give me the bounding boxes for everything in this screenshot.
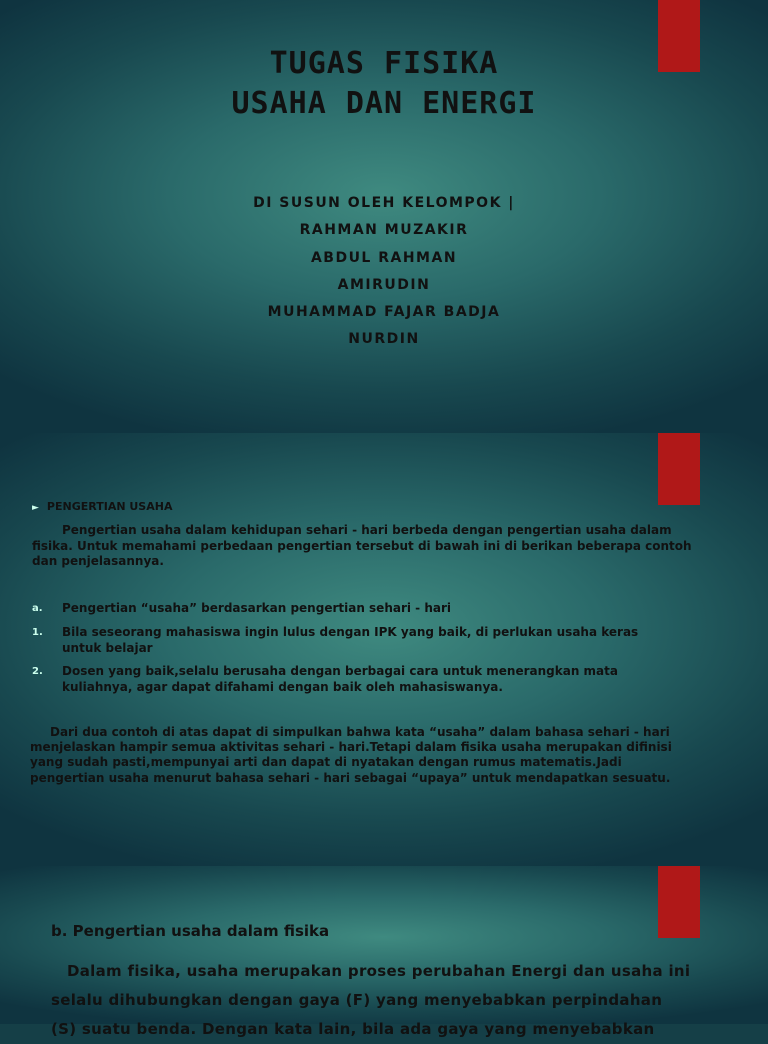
intro-paragraph: Pengertian usaha dalam kehidupan sehari - hari berbeda dengan pengertian usaha dalam fisika. Untuk memahami perbedaan pengertian tersebut di bawah ini di berikan beberapa contoh dan penjelasannya.: [32, 523, 692, 569]
list-marker: a.: [32, 603, 43, 614]
list-marker: 2.: [32, 666, 43, 677]
section-heading: b. Pengertian usaha dalam fisika: [51, 922, 330, 940]
author-line: MUHAMMAD FAJAR BADJA: [267, 304, 501, 321]
body-paragraph: Dalam fisika, usaha merupakan proses perubahan Energi dan usaha ini selalu dihubungkan dengan gaya (F) yang menyebabkan perpindahan (S) suatu benda. Dengan kata lain, bila ada gaya yang menyebabkan: [51, 962, 691, 1038]
triangle-bullet-icon: ►: [32, 503, 39, 513]
slide-title-heading: [0, 44, 768, 124]
section-heading: [32, 500, 172, 513]
slide-title: [0, 0, 768, 433]
author-line: NURDIN: [348, 331, 420, 348]
slide-usaha-fisika: [0, 866, 768, 1038]
author-list: [0, 190, 768, 354]
title-line-1: TUGAS FISIKA: [269, 46, 499, 81]
author-line: ABDUL RAHMAN: [310, 249, 458, 266]
slide-pengertian-usaha: [0, 433, 768, 866]
author-line: AMIRUDIN: [337, 276, 431, 293]
accent-bar: [658, 866, 700, 938]
list-item: [32, 625, 672, 656]
section-heading-text: PENGERTIAN USAHA: [46, 500, 173, 513]
list-text: Bila seseorang mahasiswa ingin lulus dengan IPK yang baik, di perlukan usaha keras untuk belajar: [62, 625, 639, 655]
list-text: Pengertian “usaha” berdasarkan pengertian sehari - hari: [62, 601, 452, 615]
title-line-2: USAHA DAN ENERGI: [231, 86, 537, 121]
author-line: RAHMAN MUZAKIR: [299, 222, 469, 239]
list-text: Dosen yang baik,selalu berusaha dengan berbagai cara untuk menerangkan mata kuliahnya, agar dapat difahami dengan baik oleh mahasiswanya.: [62, 664, 618, 694]
author-line: DI SUSUN OLEH KELOMPOK |: [253, 195, 515, 211]
list-item: [32, 601, 672, 617]
list-item: [32, 664, 672, 695]
list-marker: 1.: [32, 627, 43, 638]
conclusion-paragraph: Dari dua contoh di atas dapat di simpulkan bahwa kata “usaha” dalam bahasa sehari - hari menjelaskan hampir semua aktivitas sehari - hari.Tetapi dalam fisika usaha merupakan difinisi yang sudah pasti,mempunyai arti dan dapat di nyatakan dengan rumus matematis.Jadi pengertian usaha menurut bahasa sehari - hari sebagai “upaya” untuk mendapatkan sesuatu.: [30, 725, 672, 785]
